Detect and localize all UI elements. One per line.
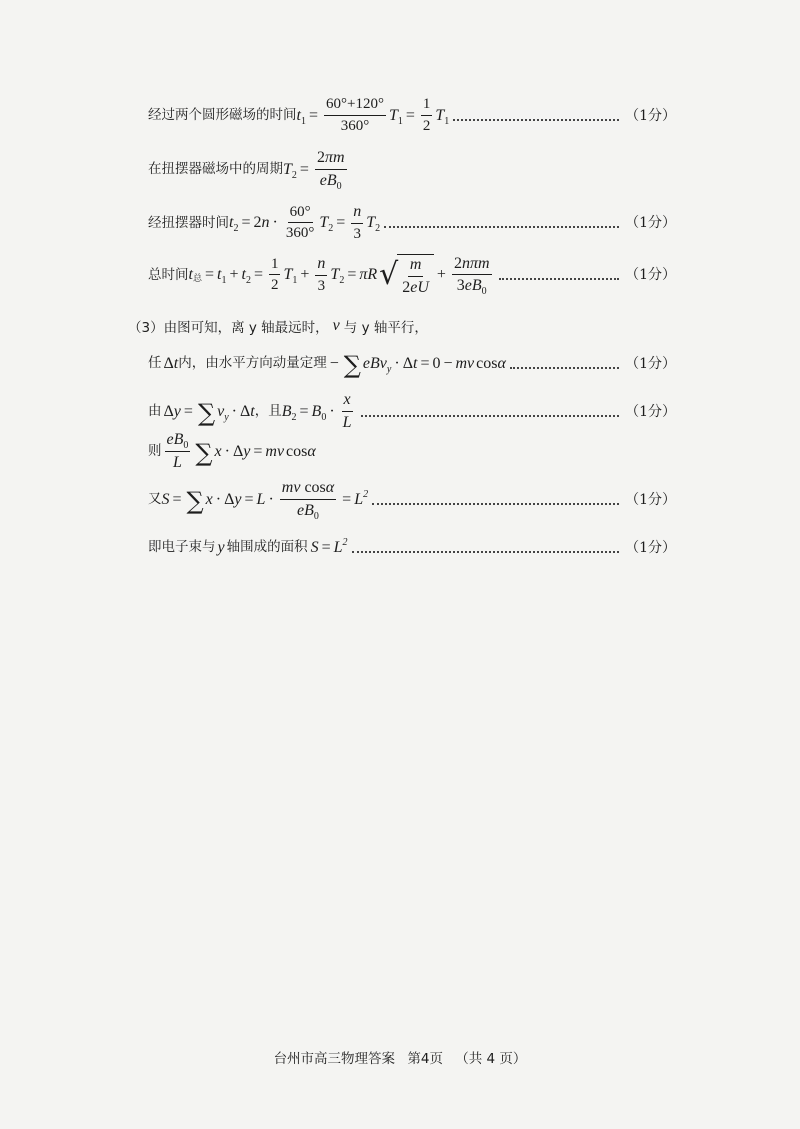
score-label: （1分） [625, 267, 676, 284]
line-delta-y: 由 Δ y = ∑ $v_y$ · Δ t ，且 $B_2$ = $B_0$ · $\frac{x}{L}$ （1分） [148, 391, 676, 431]
score-label: （1分） [625, 540, 676, 556]
fraction: $\frac{60^\circ+120^\circ}{360^\circ}$ [325, 96, 384, 134]
footer-total: （共 4 页） [455, 1051, 527, 1067]
line-two-circle-field-time: 经过两个圆形磁场的时间 $t_1$ = $\frac{60^\circ+120^\circ}{360^\circ}$ $T_1$ = $\frac{1}{2}$ $T_1$ （1分） [148, 96, 676, 134]
line-text: 总时间 [148, 266, 189, 283]
line-text: 在扭摆器磁场中的周期 [148, 161, 283, 178]
footer-page: 第4页 [407, 1051, 443, 1067]
leader-dots [510, 367, 619, 369]
leader-dots [372, 503, 619, 505]
line-area-s: 又 S = ∑ x · Δ y = L · $\frac{\text{mv cosα}}{eB_0}$ = $L^2$ （1分） [148, 479, 676, 522]
page-footer [0, 1047, 800, 1067]
leader-dots [453, 119, 619, 121]
score-label: （1分） [625, 107, 676, 124]
leader-dots [352, 551, 620, 553]
leader-dots [499, 278, 620, 280]
line-momentum-theorem: 任 Δ t 内，由水平方向动量定理 − ∑ eBv$_y$ · Δ t = 0 − mv cos α （1分） [148, 351, 676, 379]
line-total-time: 总时间 t 总 = $t_1$ + $t_2$ = $\frac{1}{2}$ $T_1$ + $\frac{n}{3}$ $T_2$ = πR √ $\frac{m}{2eU}$ + $\frac{\text{2nπm}}{3eB_0}$ （1分） [148, 254, 676, 298]
line-twister-time: 经扭摆器时间 $t_2$ = 2 n · $\frac{60^\circ}{360^\circ}$ $T_2$ = $\frac{n}{3}$ $T_2$ （1分） [148, 203, 676, 242]
section-3-heading: （3） 由图可知，离 y 轴最远时， v 与 y 轴平行， [128, 317, 428, 336]
line-text: 经扭摆器时间 [148, 214, 229, 231]
score-label: （1分） [625, 356, 676, 372]
score-label: （1分） [625, 403, 676, 420]
leader-dots [384, 226, 619, 228]
line-text: 经过两个圆形磁场的时间 [148, 107, 297, 123]
footer-title: 台州市高三物理答案 [273, 1051, 396, 1067]
score-label: （1分） [625, 491, 676, 508]
line-final-area: 即电子束与 y 轴围成的面积 S = $L^2$ （1分） [148, 537, 676, 556]
square-root: √ $\frac{m}{2eU}$ [379, 254, 434, 297]
line-then: 则 $\frac{eB_0}{L}$ ∑ x · Δ y = mv cos α [148, 431, 316, 471]
formula: $t_1$ [296, 106, 306, 127]
line-period-in-twister: 在扭摆器磁场中的周期 $T_2$ = $\frac{2\pi m}{eB_0}$ [148, 149, 345, 192]
leader-dots [361, 415, 620, 417]
score-label: （1分） [625, 215, 676, 232]
